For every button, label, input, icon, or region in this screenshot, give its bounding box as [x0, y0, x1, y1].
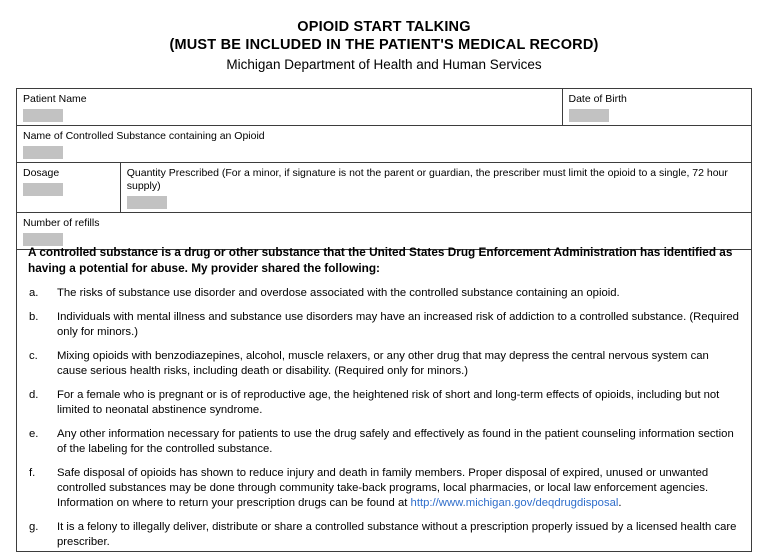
- clause-letter-c: c.: [29, 350, 38, 362]
- field-patient-name[interactable]: [17, 89, 563, 125]
- disclosure-statement-section: [16, 236, 752, 552]
- clause-text-f: [57, 466, 740, 511]
- dosage-label: Dosage: [23, 167, 60, 179]
- clause-letter-e: e.: [29, 428, 39, 440]
- page-title-line1: OPIOID START TALKING: [297, 19, 471, 35]
- field-dosage[interactable]: [17, 163, 121, 212]
- patient-name-input[interactable]: [23, 109, 63, 122]
- page-subtitle-agency: Michigan Department of Health and Human Services: [226, 57, 542, 72]
- clause-letter-b: b.: [29, 311, 39, 323]
- clause-item-a: [28, 286, 740, 301]
- clause-text-b: Individuals with mental illness and substance use disorders may have an increased risk of addiction to a controlled substance. (Required only for minors.): [57, 311, 739, 338]
- field-controlled-substance-name[interactable]: [17, 126, 751, 162]
- date-of-birth-label: Date of Birth: [568, 93, 627, 105]
- date-of-birth-input[interactable]: [569, 109, 609, 122]
- clause-letter-g: g.: [29, 521, 39, 533]
- clause-item-f: [28, 466, 740, 511]
- clause-text-d: For a female who is pregnant or is of reproductive age, the heightened risk of short and long-term effects of opioids, including but not limited to neonatal abstinence syndrome.: [57, 389, 720, 416]
- field-quantity-prescribed[interactable]: [121, 163, 751, 212]
- form-row-patient: [17, 89, 751, 126]
- clause-f-text-after-link: .: [618, 497, 622, 509]
- quantity-prescribed-label: Quantity Prescribed (For a minor, if signature is not the parent or guardian, the prescriber must limit the opioid to a single, 72 hour supply): [126, 167, 728, 192]
- clause-item-d: [28, 388, 740, 418]
- controlled-substance-label: Name of Controlled Substance containing an Opioid: [23, 130, 265, 142]
- statement-lead-paragraph: A controlled substance is a drug or other substance that the United States Drug Enforcement Administration has identified as having a potential for abuse. My provider shared the following:: [28, 245, 733, 275]
- clause-text-e: Any other information necessary for patients to use the drug safely and effectively as found in the patient counseling information section of the labeling for the controlled substance.: [57, 428, 734, 455]
- form-row-dosage-quantity: [17, 163, 751, 213]
- clause-text-c: Mixing opioids with benzodiazepines, alcohol, muscle relaxers, or any other drug that may depress the central nervous system can cause serious health risks, including death or disability. (Required only for minors.): [57, 350, 709, 377]
- clause-letter-a: a.: [29, 287, 39, 299]
- patient-information-form: [16, 88, 752, 250]
- quantity-prescribed-input[interactable]: [127, 196, 167, 209]
- dosage-input[interactable]: [23, 183, 63, 196]
- patient-name-label: Patient Name: [23, 93, 87, 105]
- clause-item-e: [28, 427, 740, 457]
- clause-text-g: It is a felony to illegally deliver, distribute or share a controlled substance without a prescription properly issued by a licensed health care prescriber.: [57, 521, 737, 548]
- clause-letter-d: d.: [29, 389, 39, 401]
- clause-f-text-before-link: Safe disposal of opioids has shown to reduce injury and death in family members. Proper disposal of expired, unused or unwanted controlled substances may be done through community take-back programs, local pharmacies, or local law enforcement agencies. Information on where to return your prescription drugs can be found at: [57, 467, 709, 509]
- clause-letter-f: f.: [29, 467, 36, 479]
- number-of-refills-label: Number of refills: [23, 217, 100, 229]
- clause-item-b: [28, 310, 740, 340]
- field-date-of-birth[interactable]: [563, 89, 752, 125]
- page-title-line2: (MUST BE INCLUDED IN THE PATIENT'S MEDICAL RECORD): [169, 37, 599, 53]
- clause-item-g: [28, 520, 740, 550]
- clause-item-c: [28, 349, 740, 379]
- document-header: [0, 0, 768, 74]
- disclosure-clause-list: [28, 286, 740, 550]
- controlled-substance-input[interactable]: [23, 146, 63, 159]
- form-row-substance: [17, 126, 751, 163]
- drug-disposal-link[interactable]: http://www.michigan.gov/deqdrugdisposal: [410, 497, 619, 509]
- clause-text-a: The risks of substance use disorder and overdose associated with the controlled substance containing an opioid.: [57, 287, 620, 299]
